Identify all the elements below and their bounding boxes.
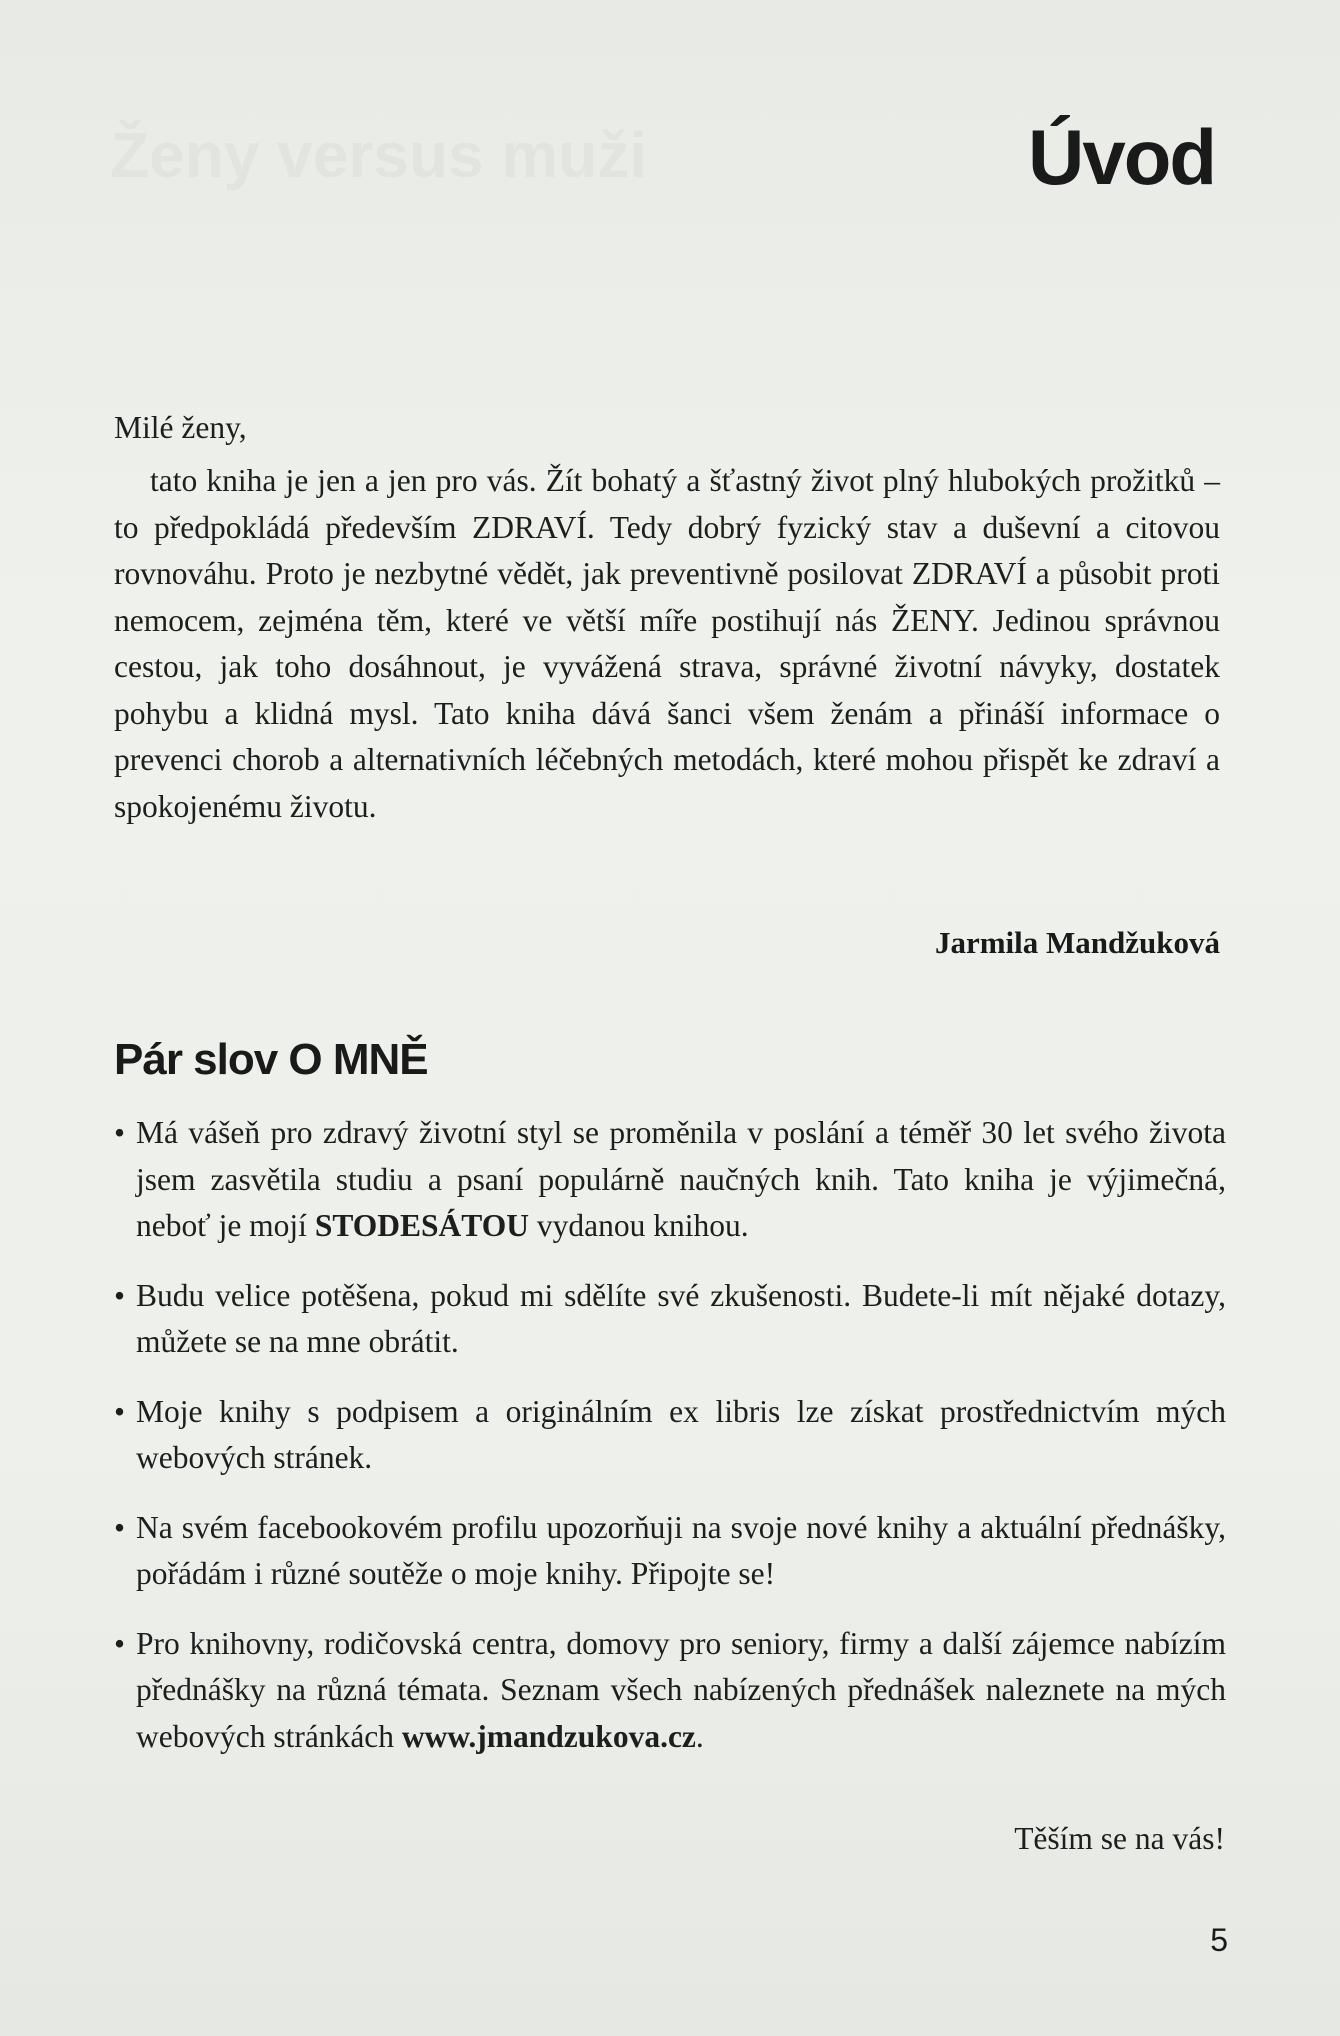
page-number: 5 — [1210, 1922, 1228, 1958]
list-item-text: Má vášeň pro zdravý životní styl se proměnila v poslání a téměř 30 let svého života jsem zasvětila studiu a psaní populárně naučných knih. Tato kniha je výjimečná, neboť je mojí — [136, 1115, 1226, 1243]
list-item — [114, 1389, 1226, 1482]
list-item-text: Moje knihy s podpisem a originálním ex libris lze získat prostřednictvím mých webových stránek. — [136, 1393, 1226, 1475]
list-item-emphasis: STODESÁTOU — [314, 1208, 529, 1243]
greeting: Milé ženy, — [114, 410, 247, 445]
closing-line: Těším se na vás! — [1014, 1821, 1225, 1856]
chapter-title: Úvod — [1028, 113, 1215, 201]
bullet-icon: • — [114, 1509, 126, 1545]
bullet-icon: • — [114, 1115, 126, 1150]
list-item-text-end: vydanou knihou. — [529, 1208, 749, 1243]
website-url: www.jmandzukova.cz — [401, 1718, 696, 1754]
list-item-text-end: . — [695, 1718, 704, 1754]
bleed-through-heading: Ženy versus muži — [110, 119, 648, 191]
list-item — [114, 1110, 1226, 1250]
bullet-icon: • — [114, 1625, 126, 1661]
list-item-text: Budu velice potěšena, pokud mi sdělíte své zkušenosti. Budete-li mít nějaké dotazy, můžete se na mne obrátit. — [136, 1277, 1226, 1359]
list-item — [114, 1505, 1226, 1598]
list-item-text: Pro knihovny, rodičovská centra, domovy pro seniory, firmy a další zájemce nabízím přednášky na různá témata. Seznam všech nabízených přednášek naleznete na mých webových stránkách — [136, 1625, 1226, 1754]
author-signature: Jarmila Mandžuková — [934, 925, 1220, 960]
intro-paragraph: tato kniha je jen a jen pro vás. Žít bohatý a šťastný život plný hlubokých prožitků – to předpokládá především ZDRAVÍ. Tedy dobrý fyzický stav a duševní a citovou rovnováhu. Proto je nezbytné vědět, jak preventivně posilovat ZDRAVÍ a působit proti nemocem, zejména těm, které ve větší míře postihují nás ŽENY. Jedinou správnou cestou, jak toho dosáhnout, je vyvážená strava, správné životní návyky, dostatek pohybu a klidná mysl. Tato kniha dává šanci všem ženám a přináší informace o prevenci chorob a alternativních léčebných metodách, které mohou přispět ke zdraví a spokojenému životu. — [114, 463, 1220, 824]
list-item — [114, 1621, 1226, 1761]
section-title: Pár slov O MNĚ — [114, 1035, 428, 1084]
list-item-text: Na svém facebookovém profilu upozorňuji na svoje nové knihy a aktuální přednášky, pořádám i různé soutěže o moje knihy. Připojte se! — [136, 1509, 1226, 1591]
bullet-icon: • — [114, 1393, 126, 1429]
list-item — [114, 1273, 1226, 1366]
about-me-list — [114, 1110, 1226, 1783]
bullet-icon: • — [114, 1277, 126, 1313]
